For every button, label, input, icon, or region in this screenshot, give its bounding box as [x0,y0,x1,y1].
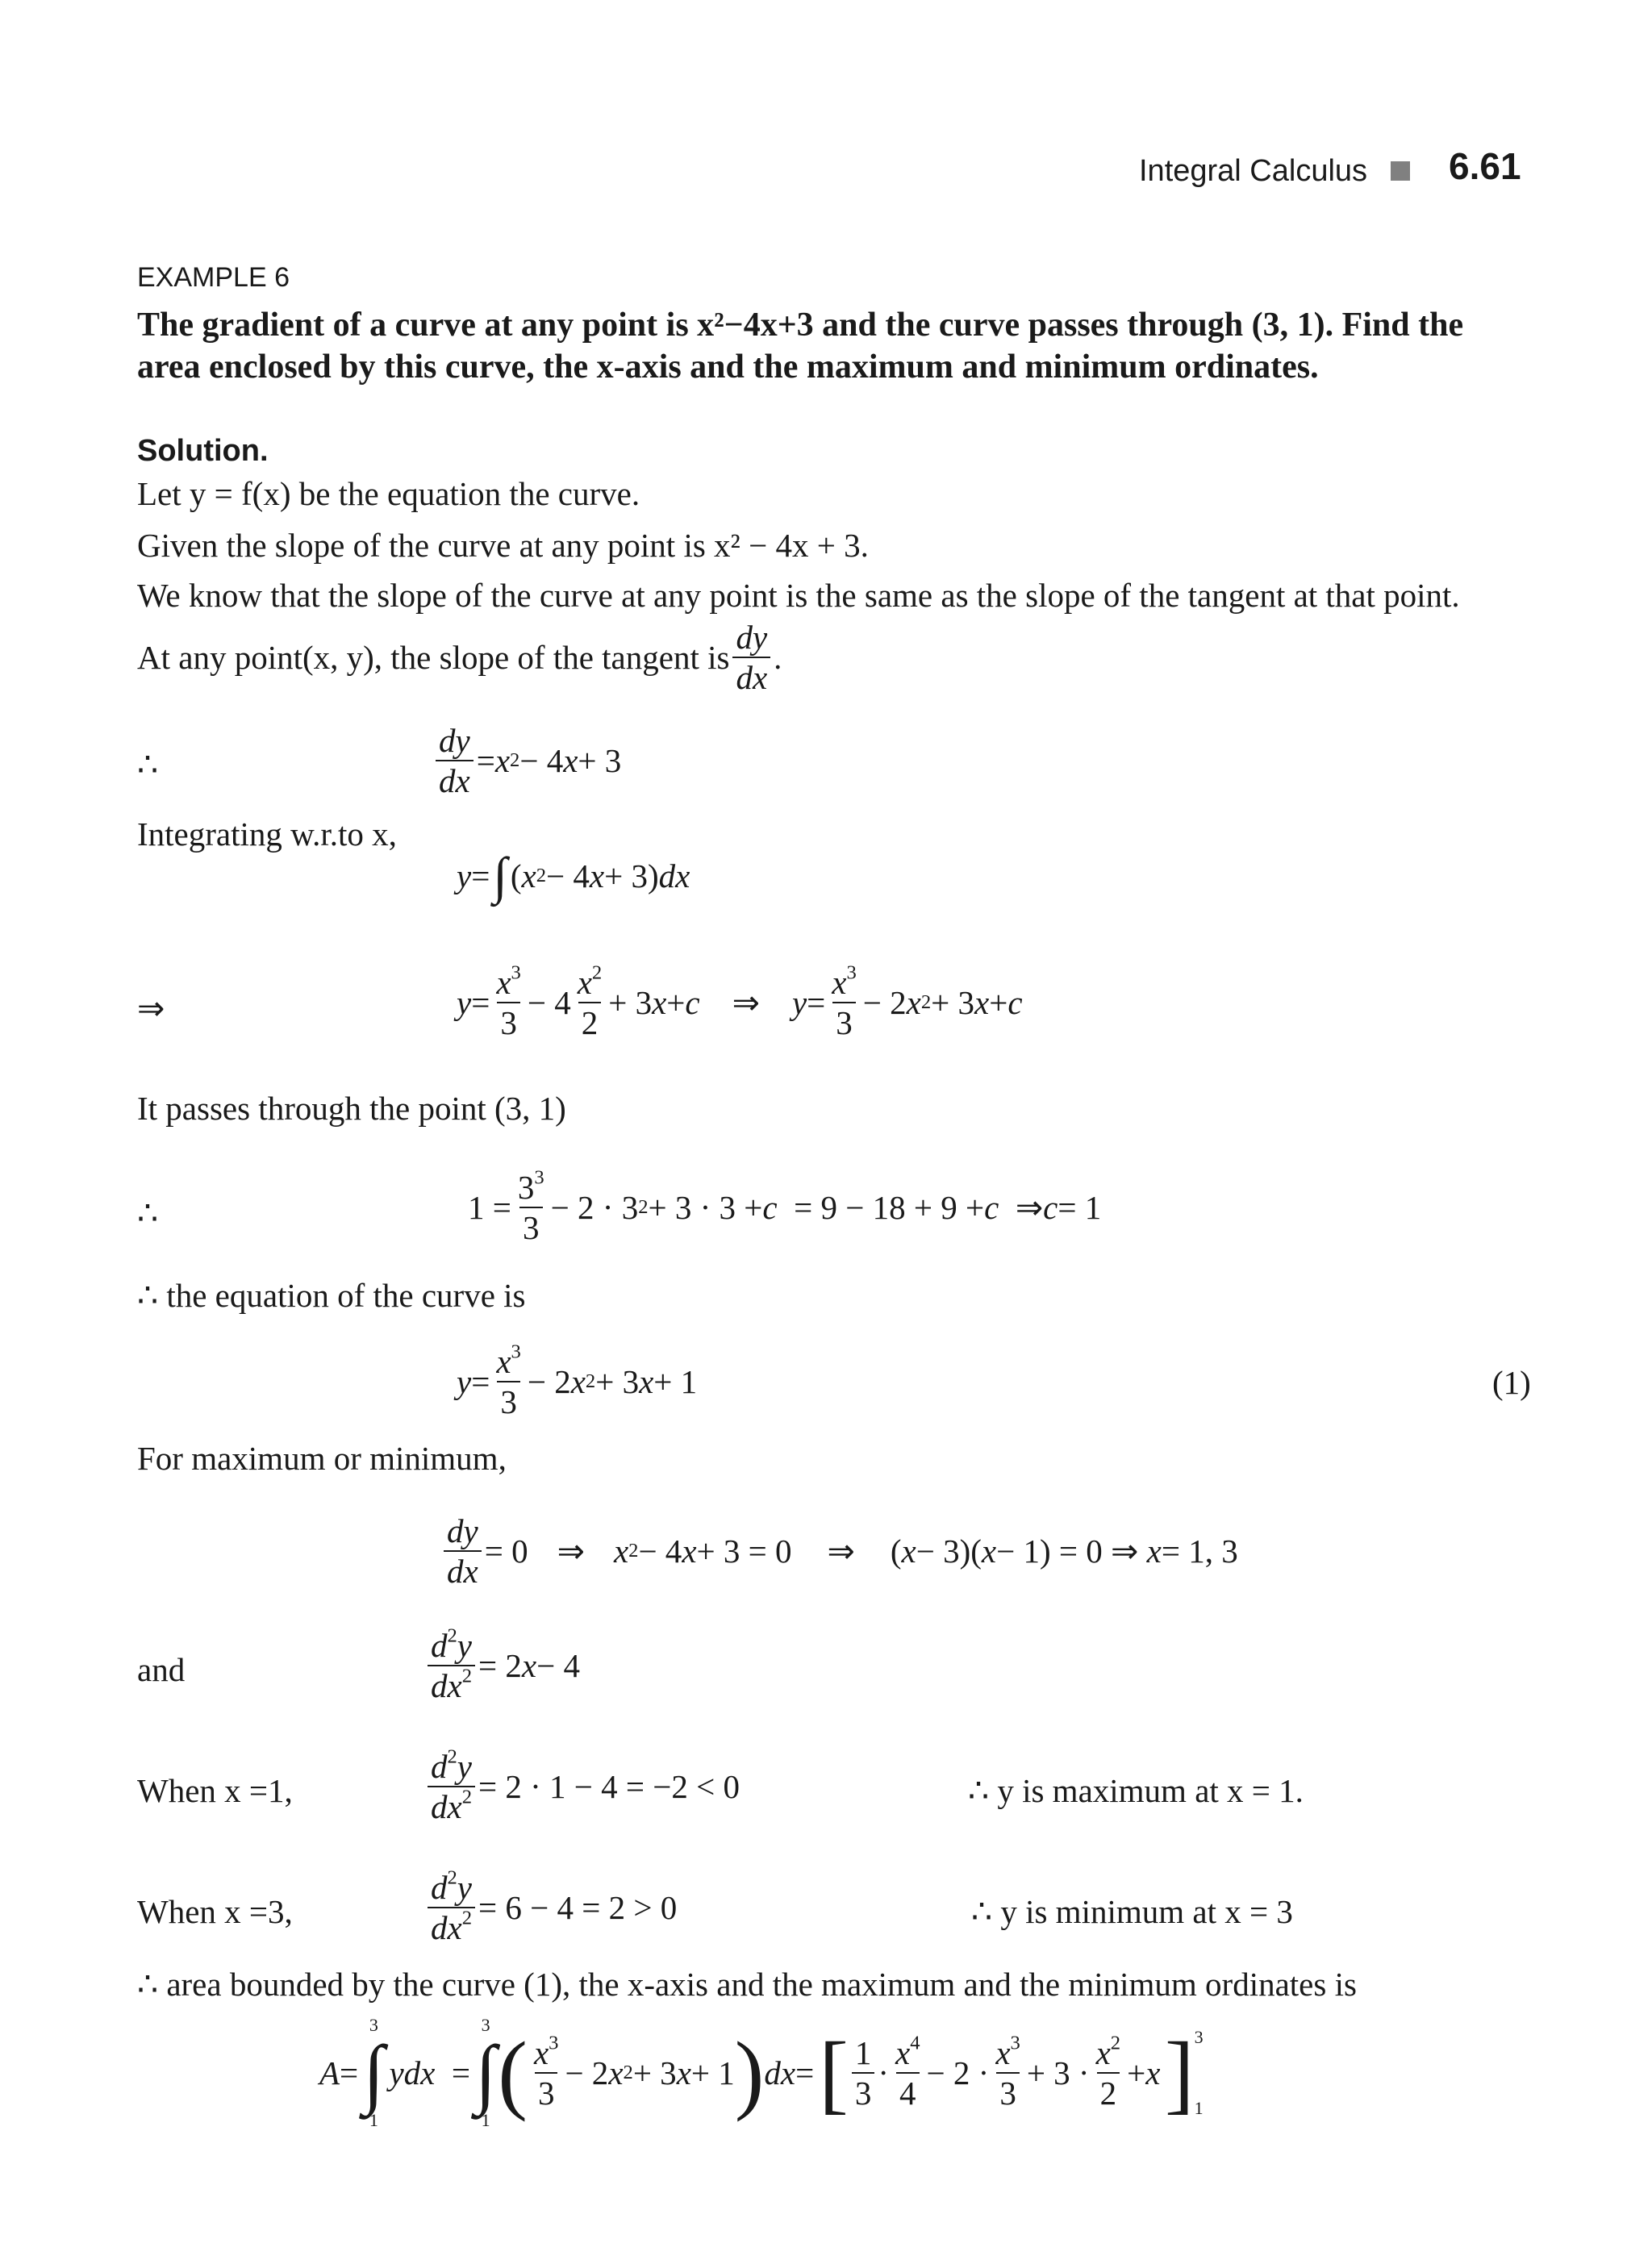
area-intro-text: ∴ area bounded by the curve (1), the x-axis and the maximum and the minimum ordinates is [137,1966,1357,2003]
max-min-text: For maximum or minimum, [137,1440,507,1477]
equation-antiderivative: y = $\frac{x^3}{3}$ − 4 $\frac{x^2}{2}$ + 3 x + c ⇒ y = $\frac{x^3}{3}$ − 2 x 2 + 3 x + c [457,961,1023,1041]
solution-heading: Solution. [137,434,269,468]
when-x-1-label: When x =1, [137,1772,293,1809]
integrating-label: Integrating w.r.to x, [137,815,397,853]
implies-symbol: ⇒ [137,990,165,1027]
solution-line-2: Given the slope of the curve at any point is x² − 4x + 3. [137,527,869,564]
equation-number: (1) [1492,1364,1531,1401]
example-label: EXAMPLE 6 [137,262,290,293]
equation-second-derivative-at-3: $\frac{d^2y}{dx^2}$ = 6 − 4 = 2 > 0 [424,1870,677,1945]
minimum-result: ∴ y is minimum at x = 3 [971,1893,1293,1930]
equation-second-derivative: $\frac{d^2y}{dx^2}$ = 2 x − 4 [424,1628,580,1703]
problem-statement-line-2: area enclosed by this curve, the x-axis and the maximum and minimum ordinates. [137,348,1319,386]
equation-integral: y = ∫ ( x 2 − 4 x + 3) dx [457,847,690,904]
therefore-symbol: ∴ [137,746,159,783]
solution-line-4: At any point(x, y), the slope of the tangent is $\frac{dy}{dx}$ . [137,619,782,696]
passes-through-text: It passes through the point (3, 1) [137,1090,566,1127]
solution-line-1: Let y = f(x) be the equation the curve. [137,475,640,512]
when-x-3-label: When x =3, [137,1893,293,1930]
and-label: and [137,1651,186,1688]
problem-statement-line-1: The gradient of a curve at any point is x²−4x+3 and the curve passes through (3, 1). Find the [137,306,1464,344]
equation-area: A = 3 ∫ 1 y dx = 3 ∫ 1 ( $\frac{x^3}{3}$ − 2 x 2 + 3 x + 1 ) dx = [ $\frac{1}{3}$ · $\frac{x^4}{4}$ − 2 · $\frac{x^3}{3}$ + 3 · $\frac{x^2}{2}$ + x ] 3 1 [319,2015,1204,2130]
equation-critical-points: $\frac{dy}{dx}$ = 0 ⇒ x 2 − 4 x + 3 = 0 ⇒ ( x − 3)( x − 1) = 0 ⇒ x = 1, 3 [440,1513,1238,1589]
solution-line-3: We know that the slope of the curve at any point is the same as the slope of the tangent at that point. [137,577,1460,614]
equation-intro-text: ∴ the equation of the curve is [137,1277,526,1314]
slope-text: At any point(x, y), the slope of the tangent is [137,639,730,676]
equation-curve: y = $\frac{x^3}{3}$ − 2 x 2 + 3 x + 1 [457,1341,698,1420]
equation-second-derivative-at-1: $\frac{d^2y}{dx^2}$ = 2 · 1 − 4 = −2 < 0 [424,1749,740,1824]
equation-derivative: $\frac{dy}{dx}$ = x 2 − 4 x + 3 [432,723,621,799]
page-number: 6.61 [1449,145,1521,187]
equation-constant: 1 = $\frac{3^3}{3}$ − 2 · 3 2 + 3 · 3 + c = 9 − 18 + 9 + c ⇒ c = 1 [468,1166,1102,1246]
dy-dx-fraction: $\frac{dy}{dx}$ [732,619,770,695]
therefore-symbol-2: ∴ [137,1195,159,1232]
header-square-icon [1391,161,1410,181]
maximum-result: ∴ y is maximum at x = 1. [968,1772,1304,1809]
running-header-title: Integral Calculus [1139,154,1368,188]
